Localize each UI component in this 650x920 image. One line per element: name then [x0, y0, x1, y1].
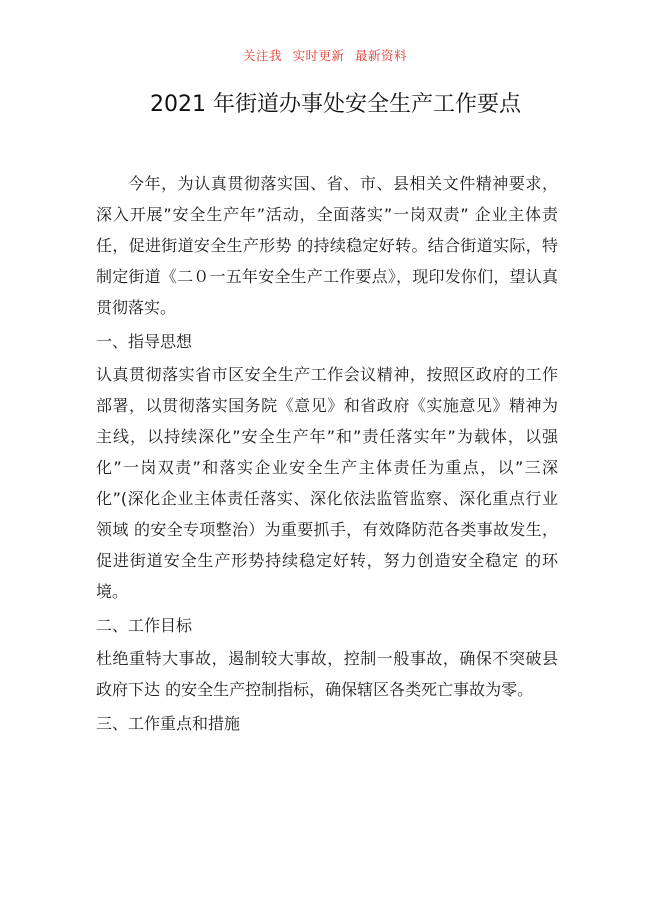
header-banner: 关注我 实时更新 最新资料 [243, 48, 407, 63]
document-title: 2021 年街道办事处安全生产工作要点 [150, 92, 521, 117]
document-body [96, 168, 558, 741]
intro-paragraph: 今年，为认真贯彻落实国、省、市、县相关文件精神要求，深入开展”安全生产年”活动，全面落实”一岗双责” 企业主体责任，促进街道安全生产形势 的持续稳定好转。结合街道实际，特制定街道《二０一五年安全生产工作要点》，现印发你们，望认真贯彻落实。 [96, 174, 558, 317]
section-text-guiding-ideology: 认真贯彻落实省市区安全生产工作会议精神，按照区政府的工作部署，以贯彻落实国务院《意见》和省政府《实施意见》精神为主线，以持续深化”安全生产年”和”责任落实年”为载体，以强化”一岗双责”和落实企业安全生产主体责任为重点，以”三深化”(深化企业主体责任落实、深化依法监管监察、深化重点行业领域 的安全专项整治）为重要抓手，有效降防范各类事故发生，促进街道安全生产形势持续稳定好转，努力创造安全稳定 的环境。 [96, 365, 558, 601]
section-heading-key-measures: 三、工作重点和措施 [96, 714, 241, 733]
section-heading-work-goals: 二、工作目标 [96, 616, 193, 635]
section-heading-guiding-ideology: 一、指导思想 [96, 332, 193, 351]
section-text-work-goals: 杜绝重特大事故，遏制较大事故，控制一般事故，确保不突破县政府下达 的安全生产控制指标，确保辖区各类死亡事故为零。 [96, 649, 558, 699]
